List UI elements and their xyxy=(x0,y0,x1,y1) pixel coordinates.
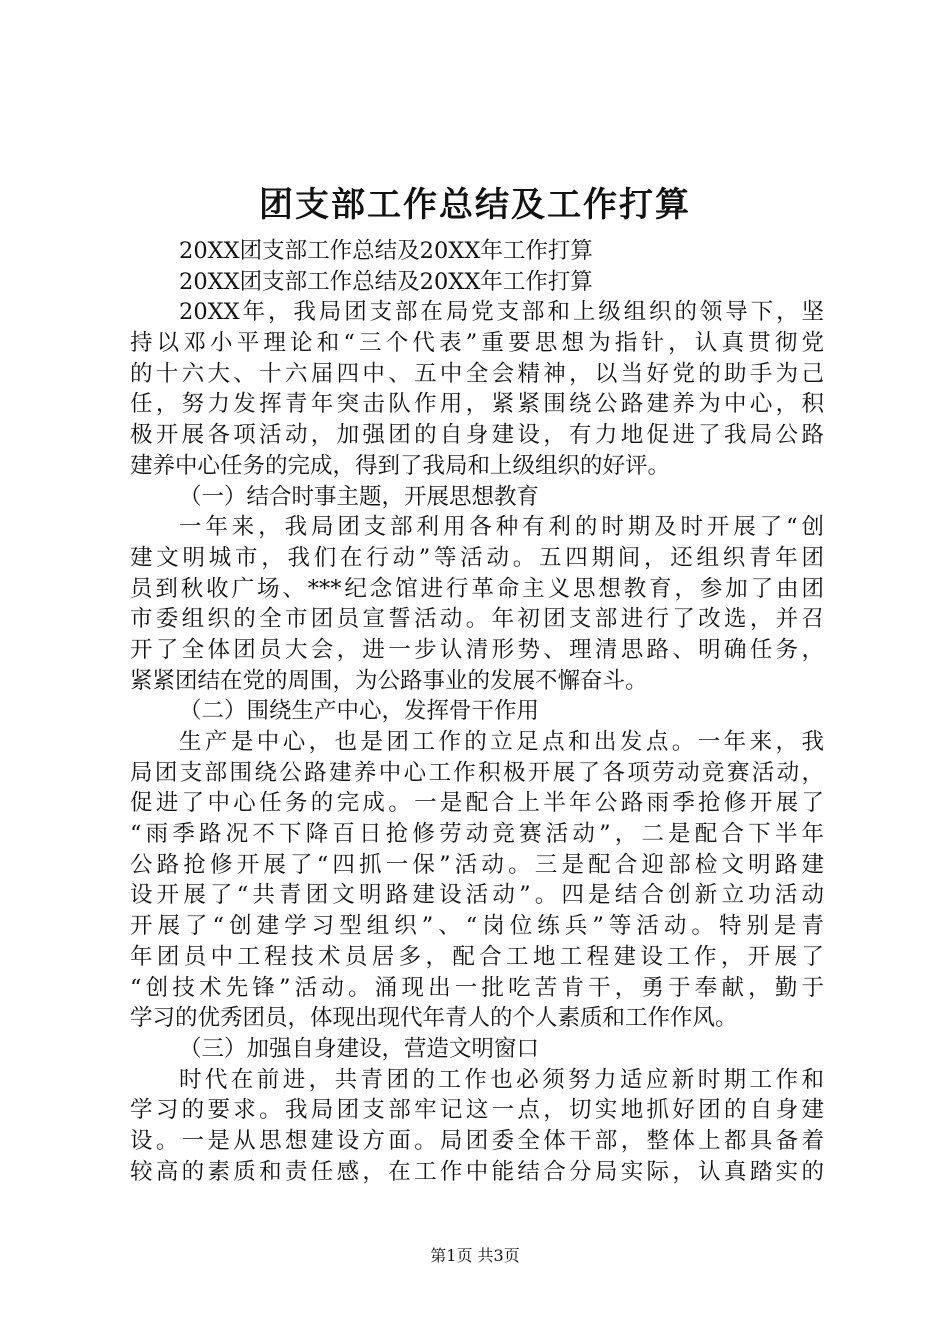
text-line: 生产是中心，也是团工作的立足点和出发点。一年来，我 xyxy=(179,729,824,755)
text-line: 任，努力发挥青年突击队作用，紧紧围绕公路建养为中心，积 xyxy=(130,391,824,418)
text-line: 的十六大、十六届四中、五中全会精神，以当好党的助手为己 xyxy=(130,360,824,387)
section-heading: （一）结合时事主题，开展思想教育 xyxy=(179,483,540,510)
document-body xyxy=(130,236,824,1187)
text-line: 员到秋收广场、***纪念馆进行革命主义思想教育，参加了由团 xyxy=(130,575,824,602)
text-line: 学习的要求。我局团支部牢记这一点，切实地抓好团的自身建 xyxy=(130,1097,824,1124)
text-line: “雨季路况不下降百日抢修劳动竞赛活动”，二是配合下半年 xyxy=(130,821,824,848)
text-line: 建文明城市，我们在行动”等活动。五四期间，还组织青年团 xyxy=(130,544,824,571)
text-line: 设开展了“共青团文明路建设活动”。四是结合创新立功活动 xyxy=(130,882,824,909)
text-line: 紧紧团结在党的周围，为公路事业的发展不懈奋斗。 xyxy=(130,667,648,694)
document-title: 团支部工作总结及工作打算 xyxy=(259,185,691,225)
text-line: 20XX团支部工作总结及20XX年工作打算 xyxy=(179,268,593,295)
text-line: 较高的素质和责任感，在工作中能结合分局实际，认真踏实的 xyxy=(130,1158,824,1185)
text-line: 设。一是从思想建设方面。局团委全体干部，整体上都具备着 xyxy=(130,1127,824,1154)
text-line: 开了全体团员大会，进一步认清形势、理清思路、明确任务， xyxy=(130,636,824,663)
text-line: 建养中心任务的完成，得到了我局和上级组织的好评。 xyxy=(130,452,671,479)
section-heading: （三）加强自身建设，营造文明窗口 xyxy=(179,1035,540,1062)
text-line: 极开展各项活动，加强团的自身建设，有力地促进了我局公路 xyxy=(130,422,824,449)
text-line: 公路抢修开展了“四抓一保”活动。三是配合迎部检文明路建 xyxy=(130,851,824,878)
text-line: 时代在前进，共青团的工作也必须努力适应新时期工作和 xyxy=(179,1066,824,1093)
text-line: 20XX团支部工作总结及20XX年工作打算 xyxy=(179,238,593,264)
text-line: 市委组织的全市团员宣誓活动。年初团支部进行了改选，并召 xyxy=(130,606,824,633)
text-line: 一年来，我局团支部利用各种有利的时期及时开展了“创 xyxy=(179,514,824,541)
text-line: 持以邓小平理论和“三个代表”重要思想为指针，认真贯彻党 xyxy=(130,330,824,357)
text-line: “创技术先锋”活动。涌现出一批吃苦肯干，勇于奉献，勤于 xyxy=(130,974,824,1001)
text-line: 20XX年，我局团支部在局党支部和上级组织的领导下，坚 xyxy=(179,299,824,326)
section-heading: （二）围绕生产中心，发挥骨干作用 xyxy=(179,698,540,725)
page-footer xyxy=(0,1244,950,1268)
text-line: 促进了中心任务的完成。一是配合上半年公路雨季抢修开展了 xyxy=(130,790,824,817)
text-line: 学习的优秀团员，体现出现代年青人的个人素质和工作作风。 xyxy=(130,1005,738,1032)
text-line: 开展了“创建学习型组织”、“岗位练兵”等活动。特别是青 xyxy=(130,913,824,940)
text-line: 年团员中工程技术员居多，配合工地工程建设工作，开展了 xyxy=(130,943,824,970)
page-indicator: 第1页 共3页 xyxy=(430,1246,520,1265)
text-line: 局团支部围绕公路建养中心工作积极开展了各项劳动竞赛活动， xyxy=(130,759,824,786)
